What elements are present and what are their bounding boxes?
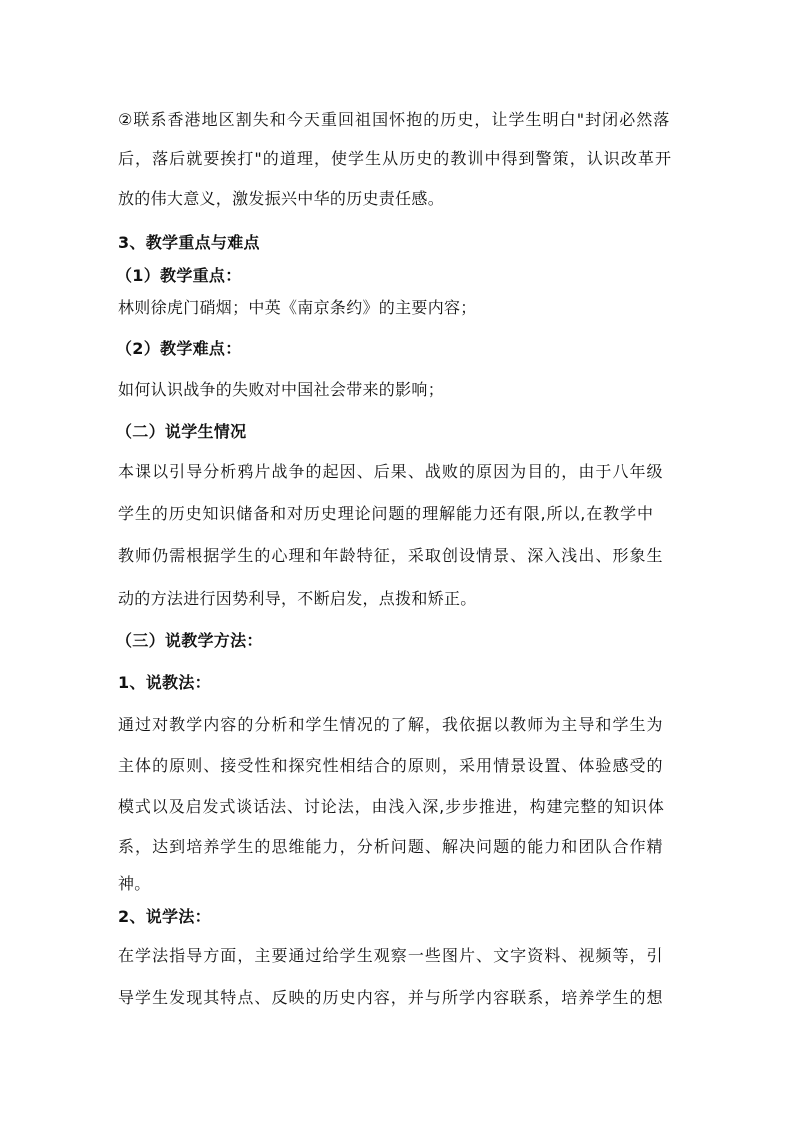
text-line: 教师仍需根据学生的心理和年龄特征，采取创设情景、深入浅出、形象生: [118, 546, 664, 565]
text-line: 主体的原则、接受性和探究性相结合的原则，采用情景设置、体验感受的: [118, 756, 664, 775]
text-line: 在学法指导方面，主要通过给学生观察一些图片、文字资料、视频等，引: [118, 946, 664, 965]
text-line: 动的方法进行因势利导，不断启发，点拨和矫正。: [118, 589, 477, 608]
text-line: 后，落后就要挨打"的道理，使学生从历史的教训中得到警策，认识改革开: [118, 149, 673, 168]
subsection-heading: （2）教学难点：: [116, 339, 242, 358]
subsection-heading: 1、说教法：: [118, 673, 211, 692]
text-line: 学生的历史知识储备和对历史理论问题的理解能力还有限,所以,在教学中: [118, 504, 654, 523]
section-heading: （三）说教学方法：: [116, 631, 263, 650]
text-line: 导学生发现其特点、反映的历史内容，并与所学内容联系，培养学生的想: [118, 988, 664, 1007]
text-line: 本课以引导分析鸦片战争的起因、后果、战败的原因为目的，由于八年级: [118, 462, 664, 481]
text-line: 系，达到培养学生的思维能力，分析问题、解决问题的能力和团队合作精: [118, 837, 664, 856]
text-line: 放的伟大意义，激发振兴中华的历史责任感。: [118, 189, 445, 208]
text-line: 神。: [118, 874, 151, 893]
text-line: 如何认识战争的失败对中国社会带来的影响；: [118, 380, 445, 399]
text-line: 模式以及启发式谈话法、讨论法，由浅入深,步步推进，构建完整的知识体: [118, 797, 665, 816]
subsection-heading: 2、说学法：: [118, 907, 211, 926]
section-heading: 3、教学重点与难点: [118, 233, 260, 252]
section-heading: （二）说学生情况: [116, 422, 247, 441]
text-line: ②联系香港地区割失和今天重回祖国怀抱的历史，让学生明白"封闭必然落: [118, 110, 671, 129]
text-line: 通过对教学内容的分析和学生情况的了解，我依据以教师为主导和学生为: [118, 715, 664, 734]
text-line: 林则徐虎门硝烟；中英《南京条约》的主要内容；: [118, 298, 477, 317]
subsection-heading: （1）教学重点：: [116, 266, 242, 285]
